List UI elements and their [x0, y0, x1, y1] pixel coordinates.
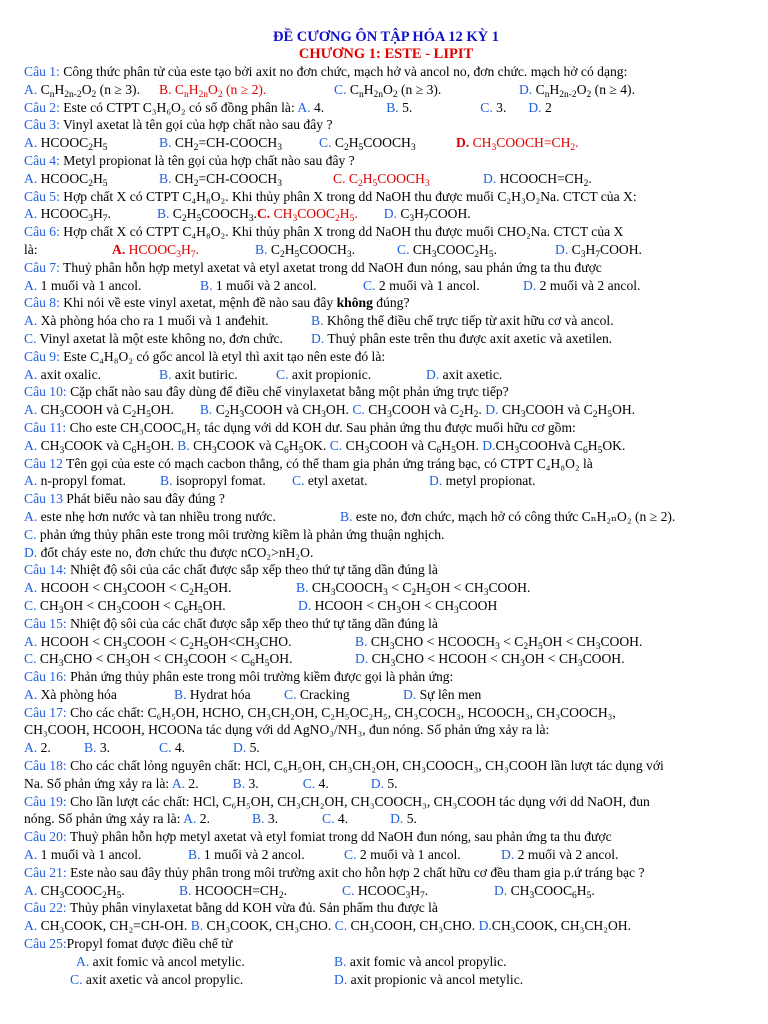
question-number: Câu 3: — [24, 117, 60, 133]
option-b: B. isopropyl fomat. — [160, 473, 266, 489]
option-d: D. $C_3H_7COOH$. — [383, 206, 471, 225]
question-8: Câu 8: Khi nói về este vinyl axetat, mệnh đề nào sau đây không đúng? — [24, 295, 410, 311]
question-text: Tên gọi của este có mạch cacbon thẳng, có thể tham gia phản ứng tráng bạc, có CTPT C₄H₈O₂ là — [62, 455, 593, 471]
question-text: Cho lần lượt các chất: HCl, C₆H₅OH, CH₃CH₂OH, CH₃COOCH₃, CH₃COOH tác dụng với dd NaOH, đun — [66, 793, 650, 809]
question-number: Câu 17: — [24, 704, 67, 720]
question-number: Câu 1: — [24, 64, 60, 79]
option-b: B. 1 muối và 2 ancol. — [188, 847, 305, 863]
option-b-correct: B. $C_nH_{2n}O_2$ (n ≥ 2). — [159, 81, 267, 100]
options-row — [24, 366, 748, 384]
option-d-correct: D. $CH_3COOCH=CH_2$. — [456, 135, 579, 154]
option-c: C. phản ứng thủy phân este trong môi trường kiềm là phản ứng thuận nghịch. — [24, 526, 445, 542]
options-row — [24, 882, 748, 900]
option-c: C. 2 muối và 1 ancol. — [363, 277, 480, 293]
option-a: A. 2. — [24, 740, 51, 756]
option-a: A. $C_nH_{2n-2}O_2$ (n ≥ 3). — [24, 81, 140, 100]
options-row — [24, 205, 748, 223]
option-d: D. $C_3H_7COOH$. — [555, 241, 642, 260]
question-number: Câu 22: — [24, 900, 67, 916]
question-text: Este có CTPT C₃H₆O₂ có số đồng phân là: — [59, 99, 298, 115]
question-3 — [24, 116, 748, 134]
option-d: D. $CH_3CHO$ < HCOOH < $CH_3OH$ < $CH_3COOH$. — [355, 651, 625, 670]
question-number: Câu 13 — [24, 491, 63, 507]
option-a: A. $CH_3COOH$ và $C_2H_5OH$. — [24, 402, 174, 421]
question-text: Cho este CH₃COOC₆H₅ tác dụng với dd KOH dư. Sau phản ứng thu được muối hữu cơ gồm: — [66, 419, 576, 435]
options-row — [24, 508, 748, 526]
option-c: C. etyl axetat. — [292, 473, 368, 489]
question-text-continued: CH₃COOH, HCOOH, HCOONa tác dụng với dd AgNO₃/NH₃, đun nóng. Số phản ứng xảy ra là: — [24, 722, 550, 738]
question-text: Cặp chất nào sau đây dùng để điều chế vinylaxetat bằng một phản ứng trực tiếp? — [66, 384, 509, 400]
option-d: D. 5. — [370, 775, 398, 791]
options-row — [24, 579, 748, 597]
options-row — [24, 846, 748, 864]
option-d: D. $CH_3COOC_6H_5$. — [494, 882, 595, 901]
option-b: B. 3. — [232, 775, 259, 791]
options-row — [24, 953, 748, 971]
question-text: Vinyl axetat là tên gọi của hợp chất nào sau đây ? — [59, 117, 333, 133]
option-b: B. Không thể điều chế trực tiếp từ axit hữu cơ và ancol. — [311, 313, 614, 329]
option-c: C. $HCOOC_3H_7$. — [342, 882, 429, 901]
question-6 — [24, 223, 748, 241]
option-b: B. $CH_3COOCH_3 < C_2H_5OH$ < $CH_3COOH$. — [296, 580, 531, 599]
option-b: B. $C_2H_5COOCH_3$. — [156, 206, 257, 225]
question-5 — [24, 188, 748, 206]
option-a: A. $HCOOC_2H_5$ — [24, 170, 108, 189]
question-11 — [24, 419, 748, 437]
option-b: B. $C_2H_3COOH$ và $CH_3OH$. — [199, 402, 349, 421]
option-a: A. $HCOOC_3H_7$. — [24, 206, 111, 225]
option-c: C. $CH_3COOH$ và $C_6H_5OH$. — [329, 437, 479, 456]
question-text: Metyl propionat là tên gọi của hợp chất nào sau đây ? — [59, 152, 355, 168]
question-number: Câu 6: — [24, 224, 60, 240]
question-number: Câu 19: — [24, 793, 67, 809]
option-a: A. 1 muối và 1 ancol. — [24, 277, 142, 293]
question-number: Câu 11: — [24, 419, 67, 435]
question-number: Câu 5: — [24, 188, 60, 204]
option-c: C. $C_nH_{2n}O_2$ (n ≥ 3). — [334, 81, 442, 100]
option-a: A. Xà phòng hóa — [24, 686, 117, 702]
option-c: C. 4. — [159, 740, 186, 756]
option-a: A. 2. — [183, 811, 210, 827]
option-c: C. $CH_3COOC_2H_5$. — [397, 241, 498, 260]
option-a-correct: A. $HCOOC_3H_7$. — [112, 241, 199, 260]
question-12 — [24, 455, 748, 473]
option-a: A. $CH_3COOC_2H_5$. — [24, 882, 125, 901]
question-22 — [24, 899, 748, 917]
option-d: D. Sự lên men — [403, 686, 482, 702]
option-b: 5. — [402, 99, 413, 115]
emphasis-text: không — [336, 295, 373, 311]
option-c-correct: C. $C_2H_5COOCH_3$ — [333, 170, 430, 189]
question-7 — [24, 259, 748, 277]
option-d: D. $C_nH_{2n-2}O_2$ (n ≥ 4). — [519, 81, 635, 100]
option-d: D. 2 muối và 2 ancol. — [501, 847, 619, 863]
question-number: Câu 8: — [24, 295, 60, 311]
options-row — [24, 739, 748, 757]
option-d: D. Thuỷ phân este trên thu được axit axetic và axetilen. — [311, 330, 613, 346]
option-c-correct: C. $CH_3COOC_2H_5$. — [256, 206, 358, 225]
question-text: Phản ứng thủy phân este trong môi trường kiềm được gọi là phản ứng: — [66, 669, 454, 685]
question-9 — [24, 348, 748, 366]
question-text: là: — [24, 241, 38, 257]
question-number: Câu 25: — [24, 936, 67, 952]
option-d: D. 5. — [390, 811, 417, 827]
question-number: Câu 2: — [24, 99, 60, 115]
options-row — [24, 810, 748, 828]
chapter-title: CHƯƠNG 1: ESTE - LIPIT — [298, 46, 474, 62]
question-text: Phát biểu nào sau đây đúng ? — [62, 491, 225, 507]
question-14 — [24, 561, 748, 579]
question-21 — [24, 864, 748, 882]
option-a: A. 2. — [171, 775, 199, 791]
option-a: A. CH₃COOK, CH₂=CH-OH. — [24, 918, 191, 934]
question-number: Câu 21: — [24, 864, 67, 880]
option-d: D. metyl propionat. — [429, 473, 536, 489]
option-d: D. axit axetic. — [426, 366, 503, 382]
question-number: Câu 14: — [24, 562, 67, 578]
option-c: 3. — [496, 99, 507, 115]
question-text: Este nào sau đây thủy phân trong môi trường axit cho hỗn hợp 2 chất hữu cơ đều tham gia p.ứ tráng bạc ? — [66, 864, 645, 880]
option-d: D. 2 muối và 2 ancol. — [523, 277, 641, 293]
question-10 — [24, 383, 748, 401]
option-a: A. HCOOH < $CH_3COOH < C_2H_5OH$. — [24, 580, 232, 599]
question-number: Câu 20: — [24, 829, 67, 845]
options-row — [24, 437, 748, 455]
option-c: C. $CH_3COOH$ và $C_2H_2$. — [352, 402, 482, 421]
option-a: A. $HCOOC_2H_5$ — [24, 135, 108, 154]
option-a: 4. — [314, 99, 325, 115]
question-text-continued: Na. Số phản ứng xảy ra là: — [24, 775, 172, 791]
question-number: Câu 7: — [24, 259, 60, 275]
question-text: Thuỷ phân hỗn hợp metyl axetat và etyl fomiat trong dd NaOH đun nóng, sau phản ứng ta thu được — [66, 829, 612, 845]
question-text: Thủy phân vinylaxetat bằng dd KOH vừa đủ. Sản phẩm thu được là — [66, 900, 438, 916]
option-b: B. $CH_3CHO$ < $HCOOCH_3 < C_2H_5OH$ < $CH_3COOH$. — [355, 633, 643, 652]
question-text: Công thức phân tử của este tạo bởi axit no đơn chức, mạch hở và ancol no, đơn chức. mạch hở có dạng: — [59, 64, 628, 79]
question-text: Khi nói về este vinyl axetat, mệnh đề nào sau đây — [59, 295, 337, 311]
options-row — [24, 241, 748, 259]
options-row — [24, 917, 748, 935]
question-text: Nhiệt độ sôi của các chất được sắp xếp theo thứ tự tăng dần đúng là — [66, 615, 438, 631]
option-c: C. 2 muối và 1 ancol. — [344, 847, 461, 863]
option-d: D. đốt cháy este no, đơn chức thu được nCO₂>nH₂O. — [24, 544, 314, 560]
options-row — [24, 633, 748, 651]
options-row — [24, 401, 748, 419]
question-2: Câu 2: Este có CTPT C₃H₆O₂ có số đồng phân là: A. 4. B. 5. C. 3. D. 2 — [24, 99, 552, 115]
option-b: B. 3. — [251, 811, 279, 827]
options-row — [24, 775, 748, 793]
option-b: B. $CH_2=CH-COOCH_3$ — [159, 170, 282, 189]
question-number: Câu 16: — [24, 669, 67, 685]
question-text-continued: nóng. Số phản ứng xảy ra là: — [24, 811, 184, 827]
question-text: Hợp chất X có CTPT C₄H₈O₂. Khi thủy phân X trong dd NaOH thu được muối C₂H₃O₂Na. CTCT của X: — [59, 188, 637, 204]
question-number: Câu 15: — [24, 615, 67, 631]
option-c: C. $C_2H_5COOCH_3$ — [319, 135, 416, 154]
options-row — [24, 686, 748, 704]
options-row — [24, 134, 748, 152]
option-c: C. 4. — [302, 775, 329, 791]
question-number: Câu 9: — [24, 348, 60, 364]
option-b: B. Hydrat hóa — [174, 686, 251, 702]
option-c: C. 4. — [322, 811, 349, 827]
options-row — [24, 312, 748, 330]
question-15 — [24, 615, 748, 633]
option-a: A. Xà phòng hóa cho ra 1 muối và 1 anđehit. — [24, 313, 269, 329]
option-c: C. axit propionic. — [276, 366, 372, 382]
question-19 — [24, 793, 748, 811]
option-d: $D.CH_3COOHvà$ $C_6H_5OK$. — [482, 437, 626, 456]
option-a: A. 1 muối và 1 ancol. — [24, 847, 142, 863]
question-25 — [24, 935, 748, 953]
option-d: 2 — [544, 99, 552, 115]
question-18 — [24, 757, 748, 775]
question-text: Thuỷ phân hỗn hợp metyl axetat và etyl axetat trong dd NaOH đun nóng, sau phản ứng ta thu được — [59, 259, 602, 275]
question-number: Câu 12 — [24, 455, 63, 471]
option-b: B. 1 muối và 2 ancol. — [200, 277, 317, 293]
question-13 — [24, 490, 748, 508]
option-d: D.CH₃COOK, CH₃CH₂OH. — [478, 918, 631, 934]
question-number: Câu 10: — [24, 384, 67, 400]
option-c: C. axit axetic và ancol propylic. — [70, 971, 244, 987]
options-row — [24, 81, 748, 99]
options-row — [24, 971, 748, 989]
option-c: C. Cracking — [284, 686, 350, 702]
question-16 — [24, 668, 748, 686]
option-b: B. $HCOOCH=CH_2$. — [179, 882, 287, 901]
option-b: B. 3. — [84, 740, 111, 756]
option-d: D. $HCOOCH=CH_2$. — [483, 170, 592, 189]
question-text: Hợp chất X có CTPT C₄H₈O₂. Khi thủy phân X trong dd NaOH thu được muối CHO₂Na. CTCT của X — [59, 224, 624, 240]
option-c: C. CH₃COOH, CH₃CHO. — [334, 918, 479, 934]
option-d: D. $CH_3COOH$ và $C_2H_5OH$. — [485, 402, 636, 421]
option-b: B. CH₃COOK, CH₃CHO. — [190, 918, 335, 934]
question-20 — [24, 828, 748, 846]
question-17 — [24, 704, 748, 722]
options-row — [24, 472, 748, 490]
question-number: Câu 18: — [24, 758, 67, 774]
option-c: C. $CH_3CHO < CH_3OH$ < $CH_3COOH < C_6H_5OH$. — [24, 651, 293, 670]
options-row — [24, 650, 748, 668]
question-1 — [24, 63, 748, 81]
option-d: D. axit propionic và ancol metylic. — [334, 971, 524, 987]
option-a: A. axit oxalic. — [24, 366, 102, 382]
option-c: C. Vinyl axetat là một este không no, đơn chức. — [24, 330, 283, 346]
option-b: B. $C_2H_5COOCH_3$. — [255, 241, 356, 260]
option-a: A. n-propyl fomat. — [24, 473, 126, 489]
options-row — [24, 277, 748, 295]
question-number: Câu 4: — [24, 152, 60, 168]
question-text: Cho các chất lỏng nguyên chất: HCl, C₆H₅OH, CH₃CH₂OH, CH₃COOCH₃, CH₃COOH lần lượt tác dụng với — [66, 758, 664, 774]
question-text: Cho các chất: C₆H₅OH, HCHO, CH₃CH₂OH, C₂H₅OC₂H₅, CH₃COCH₃, HCOOCH₃, CH₃COOCH₃, — [66, 704, 616, 720]
option-a: A. axit fomic và ancol metylic. — [76, 953, 245, 969]
option-d: D. 5. — [233, 740, 260, 756]
option-d: D. HCOOH < $CH_3OH$ < $CH_3COOH$ — [298, 597, 498, 616]
question-4 — [24, 152, 748, 170]
option-a: A. este nhẹ hơn nước và tan nhiều trong nước. — [24, 508, 276, 524]
option-b: B. $CH_3COOK$ và $C_6H_5OK$. — [177, 437, 327, 456]
option-a: A. $CH_3COOK$ và $C_6H_5OH$. — [24, 437, 174, 456]
option-b: B. axit fomic và ancol propylic. — [334, 953, 507, 969]
option-b: B. axit butiric. — [159, 366, 238, 382]
option-b: B. este no, đơn chức, mạch hở có công thức CₙH₂ₙO₂ (n ≥ 2). — [340, 508, 676, 524]
option-a: A. HCOOH < $CH_3COOH < C_2H_5OH<CH_3CHO$. — [24, 633, 292, 652]
option-b: B. $CH_2=CH-COOCH_3$ — [159, 135, 282, 154]
option-c: C. $CH_3OH$ < $CH_3COOH < C_6H_5OH$. — [24, 597, 226, 616]
document-title: ĐỀ CƯƠNG ÔN TẬP HÓA 12 KỲ 1 — [273, 29, 499, 45]
options-row — [24, 170, 748, 188]
question-text: Este C₄H₈O₂ có gốc ancol là etyl thì axit tạo nên este đó là: — [59, 348, 386, 364]
options-row — [24, 330, 748, 348]
question-text: Propyl fomat được điều chế từ — [66, 936, 233, 952]
options-row — [24, 597, 748, 615]
question-text: Nhiệt độ sôi của các chất được sắp xếp theo thứ tự tăng dần đúng là — [66, 562, 438, 578]
